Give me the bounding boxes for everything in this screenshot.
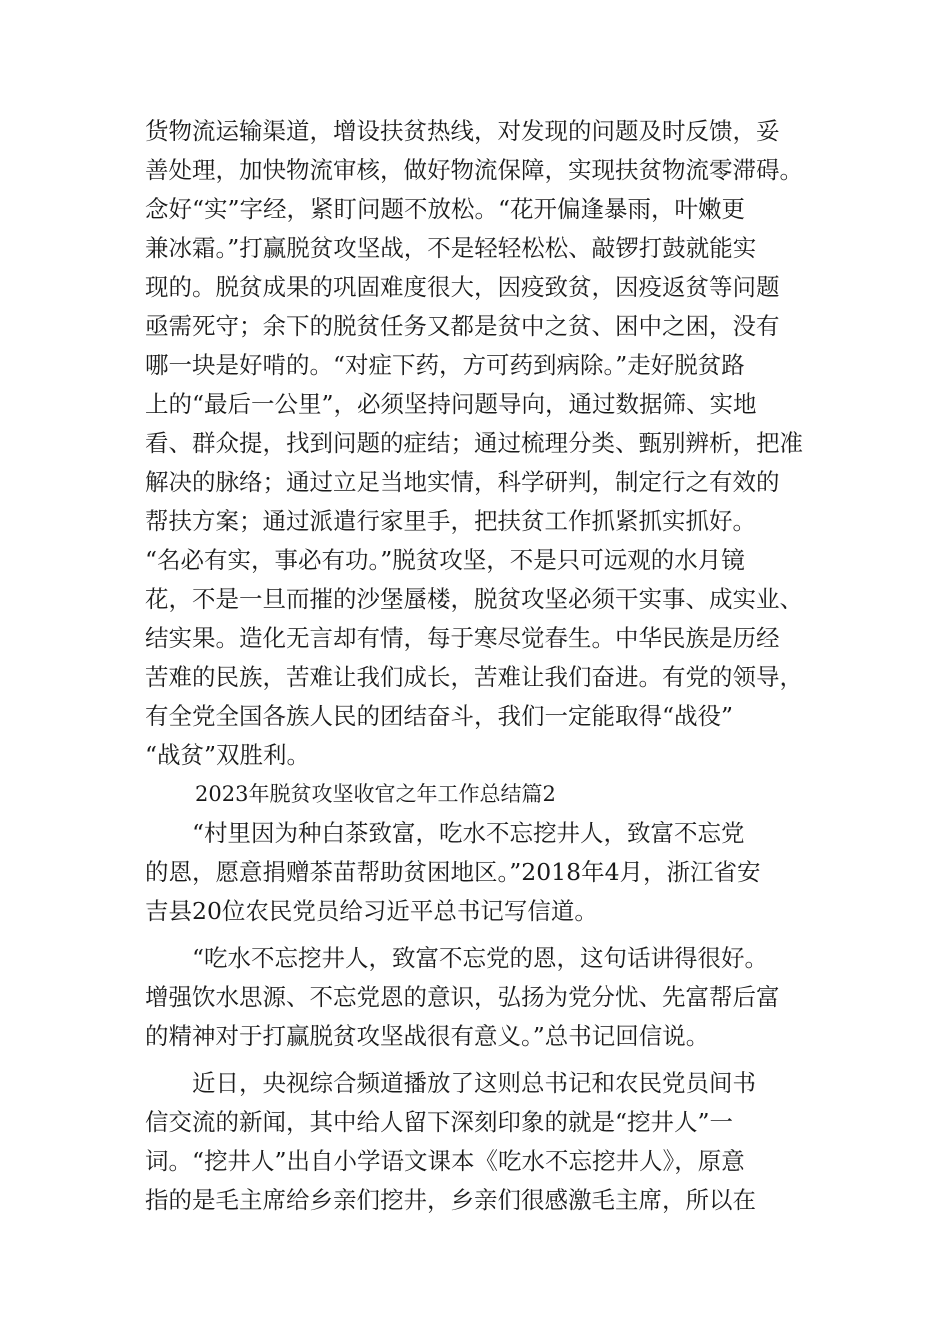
text-line: 近日，央视综合频道播放了这则总书记和农民党员间书 — [192, 1069, 756, 1097]
text-line: “名必有实，事必有功。”脱贫攻坚，不是只可远观的水月镜 — [145, 546, 745, 574]
text-line: 词。“挖井人”出自小学语文课本《吃水不忘挖井人》，原意 — [145, 1147, 745, 1175]
text-line: 信交流的新闻，其中给人留下深刻印象的就是“挖井人”一 — [145, 1108, 734, 1136]
text-line: 货物流运输渠道，增设扶贫热线，对发现的问题及时反馈，妥 — [145, 117, 780, 145]
paragraph-2 — [145, 814, 825, 931]
text-line: 兼冰霜。”打赢脱贫攻坚战，不是轻轻松松、敲锣打鼓就能实 — [145, 234, 757, 262]
text-line: 哪一块是好啃的。“对症下药，方可药到病除。”走好脱贫路 — [145, 351, 745, 379]
text-line: 亟需死守；余下的脱贫任务又都是贫中之贫、困中之困，没有 — [145, 312, 780, 340]
text-line: 花，不是一旦而摧的沙堡蜃楼，脱贫攻坚必须干实事、成实业、 — [145, 585, 803, 613]
text-line: 结实果。造化无言却有情，每于寒尽觉春生。中华民族是历经 — [145, 624, 780, 652]
text-line: 增强饮水思源、不忘党恩的意识，弘扬为党分忧、先富帮后富 — [145, 983, 780, 1011]
text-line: 念好“实”字经，紧盯问题不放松。“花开偏逢暴雨，叶嫩更 — [145, 195, 746, 223]
text-line: 上的“最后一公里”，必须坚持问题导向，通过数据筛、实地 — [145, 390, 757, 418]
text-line: 苦难的民族，苦难让我们成长，苦难让我们奋进。有党的领导， — [145, 663, 803, 691]
paragraph-gap — [145, 1056, 825, 1064]
text-line: 指的是毛主席给乡亲们挖井，乡亲们很感激毛主席，所以在 — [145, 1186, 756, 1214]
paragraph-gap — [145, 931, 825, 939]
paragraph-4 — [145, 1064, 825, 1220]
document-body — [145, 112, 825, 1220]
text-line: 善处理，加快物流审核，做好物流保障，实现扶贫物流零滞碍。 — [145, 156, 803, 184]
section-heading: 2023年脱贫攻坚收官之年工作总结篇2 — [195, 782, 556, 806]
paragraph-3 — [145, 939, 825, 1056]
text-line: 解决的脉络；通过立足当地实情，科学研判，制定行之有效的 — [145, 468, 780, 496]
text-line: 的精神对于打赢脱贫攻坚战很有意义。”总书记回信说。 — [145, 1022, 710, 1050]
text-line: 现的。脱贫成果的巩固难度很大，因疫致贫，因疫返贫等问题 — [145, 273, 780, 301]
text-line: “村里因为种白茶致富，吃水不忘挖井人，致富不忘党 — [192, 819, 745, 847]
text-line: 吉县20位农民党员给习近平总书记写信道。 — [145, 897, 598, 925]
text-line: 有全党全国各族人民的团结奋斗，我们一定能取得“战役” — [145, 702, 734, 730]
text-line: “战贫”双胜利。 — [145, 741, 311, 769]
text-line: “吃水不忘挖井人，致富不忘党的恩，这句话讲得很好。 — [192, 944, 769, 972]
paragraph-1 — [145, 112, 825, 775]
text-line: 看、群众提，找到问题的症结；通过梳理分类、甄别辨析，把准 — [145, 429, 803, 457]
text-line: 帮扶方案；通过派遣行家里手，把扶贫工作抓紧抓实抓好。 — [145, 507, 756, 535]
text-line: 的恩，愿意捐赠茶苗帮助贫困地区。”2018年4月，浙江省安 — [145, 858, 761, 886]
